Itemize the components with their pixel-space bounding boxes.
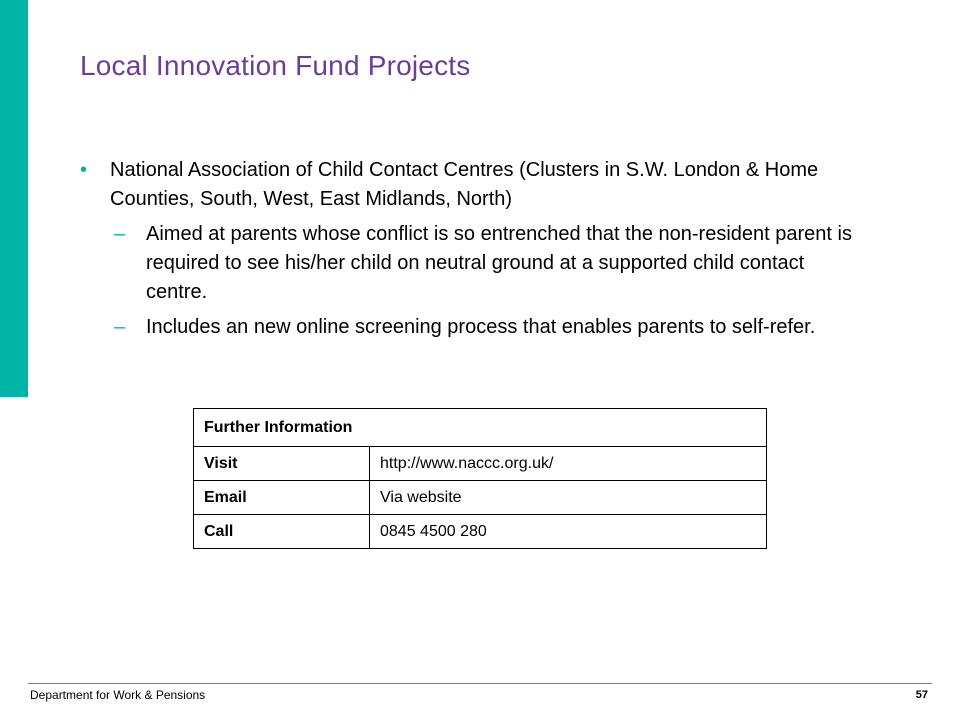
sub-marker: – bbox=[114, 223, 126, 245]
bullet-text: National Association of Child Contact Centres (Clusters in S.W. London & Home Counties, South, West, East Midlands, North) bbox=[110, 159, 819, 210]
table-header-row bbox=[194, 409, 767, 447]
table-row bbox=[194, 515, 767, 549]
slide-title: Local Innovation Fund Projects bbox=[80, 50, 471, 81]
footer-divider bbox=[28, 683, 932, 684]
footer-organisation: Department for Work & Pensions bbox=[30, 688, 206, 702]
further-information-table bbox=[193, 408, 767, 549]
row-value-email: Via website bbox=[370, 481, 767, 515]
bullet-marker: • bbox=[80, 159, 88, 181]
sub-point bbox=[80, 220, 870, 307]
bullet-point bbox=[80, 156, 870, 214]
sub-point-text: Includes an new online screening process that enables parents to self-refer. bbox=[146, 316, 816, 338]
row-label-call: Call bbox=[194, 515, 370, 549]
accent-bar bbox=[0, 0, 28, 397]
table-header: Further Information bbox=[194, 409, 767, 447]
table-row bbox=[194, 447, 767, 481]
row-label-visit: Visit bbox=[194, 447, 370, 481]
row-value-call: 0845 4500 280 bbox=[370, 515, 767, 549]
page-number: 57 bbox=[915, 689, 928, 701]
row-value-visit[interactable]: http://www.naccc.org.uk/ bbox=[370, 447, 767, 481]
sub-marker: – bbox=[114, 316, 126, 338]
sub-point-text: Aimed at parents whose conflict is so entrenched that the non-resident parent is required to see his/her child on neutral ground at a supported child contact centre. bbox=[146, 223, 852, 303]
sub-point bbox=[80, 313, 870, 342]
table-row bbox=[194, 481, 767, 515]
row-label-email: Email bbox=[194, 481, 370, 515]
slide-content bbox=[80, 156, 870, 348]
